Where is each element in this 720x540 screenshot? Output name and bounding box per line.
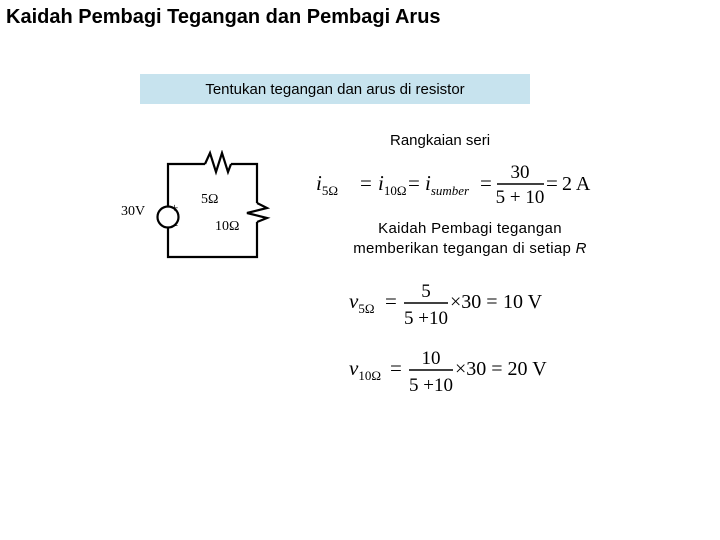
resistor-5-ohm bbox=[205, 153, 231, 172]
r2-label: 10Ω bbox=[215, 219, 240, 234]
svg-text:isumber bbox=[425, 171, 470, 198]
eq-v5-numerator: 5 bbox=[421, 281, 431, 302]
svg-text:i10Ω bbox=[378, 171, 407, 198]
source-voltage-label: 30V bbox=[121, 204, 146, 219]
divider-rule-note bbox=[335, 219, 605, 259]
eq-v10-equals: = bbox=[390, 356, 402, 380]
source-minus-sign: − bbox=[171, 218, 179, 233]
eq-current-result: 2 A bbox=[562, 173, 591, 195]
current-equation bbox=[312, 155, 602, 210]
voltage-equation-5-ohm bbox=[345, 280, 565, 332]
slide-title: Kaidah Pembagi Tegangan dan Pembagi Arus bbox=[6, 6, 441, 28]
eq-equals-2: = bbox=[408, 171, 420, 195]
eq-equals-3: = bbox=[480, 171, 492, 195]
eq-v5-sub: 5Ω bbox=[358, 301, 375, 316]
eq-current-numerator: 30 bbox=[510, 162, 530, 183]
eq-v10-times-result: ×30 = 20 V bbox=[455, 358, 547, 380]
eq-current-denominator: 5 + 10 bbox=[495, 187, 545, 208]
eq-isumber-sub: sumber bbox=[430, 183, 470, 198]
series-circuit-diagram bbox=[110, 150, 280, 265]
voltage-equation-10-ohm bbox=[345, 345, 575, 397]
eq-equals-4: = bbox=[546, 171, 558, 195]
eq-i10-sub: 10Ω bbox=[383, 183, 407, 198]
task-text: Tentukan tegangan dan arus di resistor bbox=[205, 80, 465, 98]
eq-v5-denominator: 5 +10 bbox=[404, 308, 448, 329]
eq-v5-equals: = bbox=[385, 289, 397, 313]
eq-i10-var: i bbox=[378, 171, 384, 195]
eq-isumber-var: i bbox=[425, 171, 431, 195]
rule-note-var: R bbox=[575, 240, 587, 257]
eq-v10-numerator: 10 bbox=[421, 348, 441, 369]
svg-text:v5Ω bbox=[349, 289, 375, 316]
eq-v10-sub: 10Ω bbox=[358, 368, 381, 383]
eq-v10-denominator: 5 +10 bbox=[409, 375, 453, 396]
eq-v5-var: v bbox=[349, 289, 359, 313]
eq-v5-times: ×30 = bbox=[450, 291, 498, 313]
svg-text:v10Ω bbox=[349, 356, 381, 383]
circuit-wire-bottom bbox=[168, 222, 257, 257]
eq-equals-1: = bbox=[360, 171, 372, 195]
section-label: Rangkaian seri bbox=[390, 132, 491, 149]
rule-note-text: Kaidah Pembagi tegangan memberikan tegangan di setiap bbox=[353, 220, 572, 257]
eq-i5-sub: 5Ω bbox=[321, 183, 339, 198]
eq-v10-var: v bbox=[349, 356, 359, 380]
circuit-wire-top-right bbox=[231, 164, 257, 203]
eq-i5-var: i bbox=[316, 171, 322, 195]
eq-v5-result: 10 V bbox=[503, 291, 543, 313]
svg-text:i5Ω bbox=[316, 171, 338, 198]
resistor-10-ohm bbox=[247, 203, 267, 222]
task-banner bbox=[140, 74, 530, 104]
source-plus-sign: + bbox=[171, 200, 179, 215]
r1-label: 5Ω bbox=[201, 192, 219, 207]
